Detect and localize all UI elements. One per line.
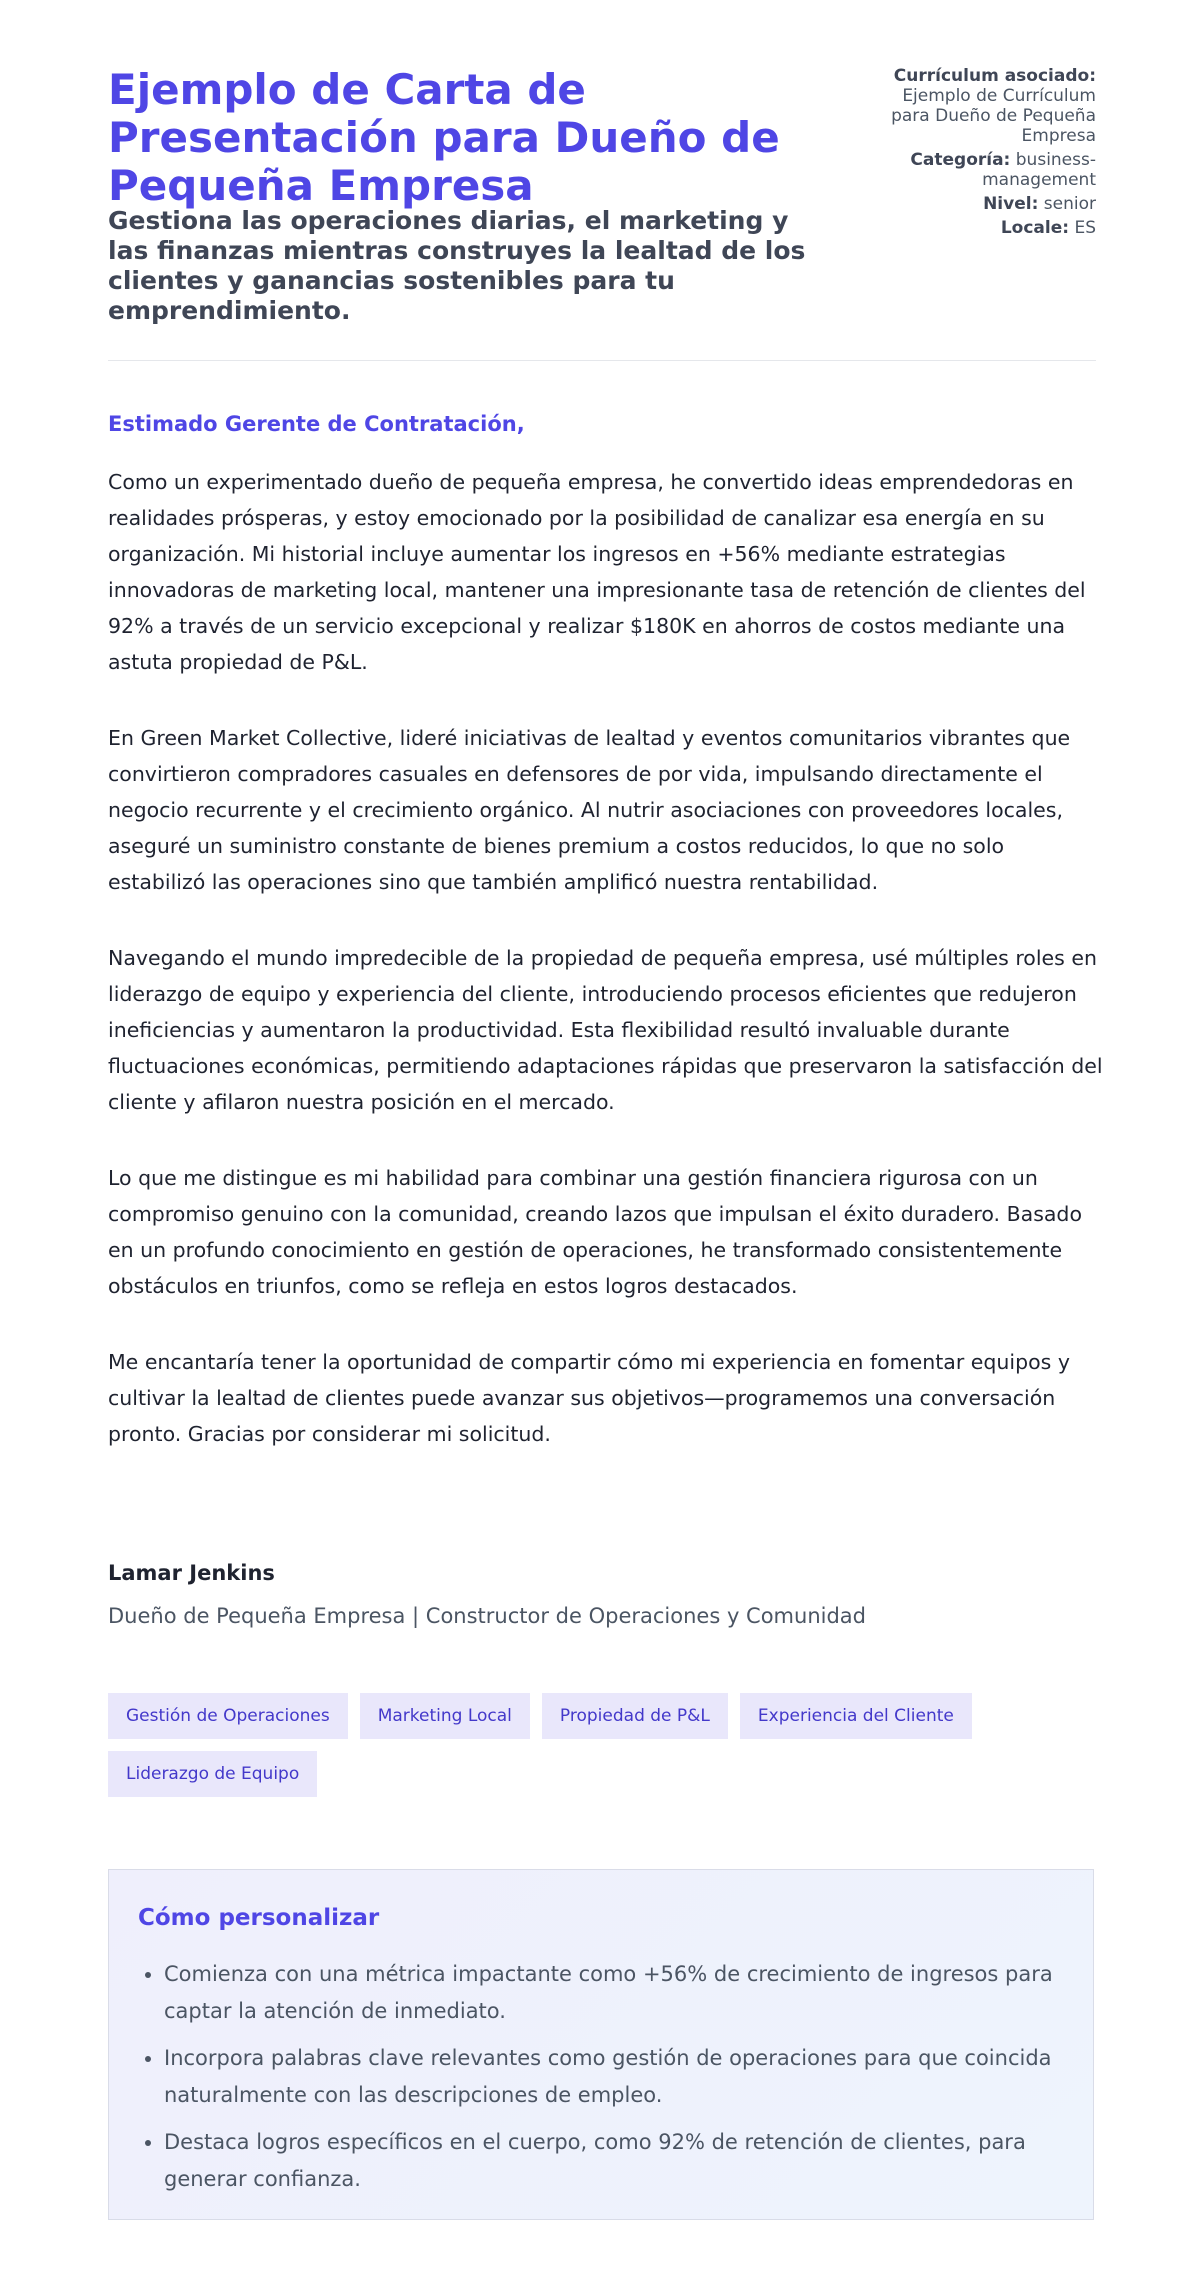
meta-locale-label: Locale: [1000,218,1070,238]
meta-category-label: Categoría: [910,150,1011,170]
meta-resume [876,66,1096,146]
customize-tip: • Comienza con una métrica impactante como +56% de crecimiento de ingresos para captar la atención de inmediato. [164,1956,1094,2030]
skill-tag: Gestión de Operaciones [108,1693,348,1739]
cover-letter-page [108,0,1103,2191]
customize-tips-list [138,1956,1094,2208]
letter-salutation: Estimado Gerente de Contratación, [108,412,525,436]
metadata-panel [876,66,1096,242]
meta-category-value: business-management [982,150,1096,190]
meta-level-value: senior [1043,194,1096,214]
page-subtitle: Gestiona las operaciones diarias, el marketing y las finanzas mientras construyes la lealtad de los clientes y ganancias sostenibles para tu emprendimiento. [108,206,806,325]
customize-tip: • Incorpora palabras clave relevantes como gestión de operaciones para que coincida naturalmente con las descripciones de empleo. [164,2040,1094,2114]
page-title: Ejemplo de Carta de Presentación para Dueño de Pequeña Empresa [108,65,780,210]
letter-paragraph: Como un experimentado dueño de pequeña empresa, he convertido ideas emprendedoras en realidades prósperas, y estoy emocionado por la posibilidad de canalizar esa energía en su organización. Mi historial incluye aumentar los ingresos en +56% mediante estrategias innovadoras de marketing local, mantener una impresionante tasa de retención de clientes del 92% a través de un servicio excepcional y realizar $180K en ahorros de costos mediante una astuta propiedad de P&L. [108,470,1086,674]
meta-category [876,150,1096,190]
meta-resume-label: Currículum asociado: [893,66,1096,86]
skill-tags [108,1693,1096,1797]
skill-tag: Propiedad de P&L [542,1693,728,1739]
letter-paragraph: Lo que me distingue es mi habilidad para combinar una gestión financiera rigurosa con un compromiso genuino con la comunidad, creando lazos que impulsan el éxito duradero. Basado en un profundo conocimiento en gestión de operaciones, he transformado consistentemente obstáculos en triunfos, como se refleja en estos logros destacados. [108,1166,1082,1298]
meta-level-label: Nivel: [983,194,1039,214]
customize-heading: Cómo personalizar [138,1905,380,1931]
meta-level [876,194,1096,214]
meta-locale-value: ES [1074,218,1096,238]
meta-resume-value: Ejemplo de Currículum para Dueño de Pequeña Empresa [891,86,1096,146]
customize-tips-box [108,1869,1094,2220]
skill-tag: Liderazgo de Equipo [108,1751,317,1797]
skill-tag: Marketing Local [360,1693,530,1739]
letter-paragraph: En Green Market Collective, lideré iniciativas de lealtad y eventos comunitarios vibrantes que convirtieron compradores casuales en defensores de por vida, impulsando directamente el negocio recurrente y el crecimiento orgánico. Al nutrir asociaciones con proveedores locales, aseguré un suministro constante de bienes premium a costos reducidos, lo que no solo estabilizó las operaciones sino que también amplificó nuestra rentabilidad. [108,726,1071,894]
signature-name: Lamar Jenkins [108,1561,275,1585]
customize-tip: • Destaca logros específicos en el cuerpo, como 92% de retención de clientes, para generar confianza. [164,2124,1094,2198]
page-header [108,0,1096,361]
skill-tag: Experiencia del Cliente [740,1693,972,1739]
signature-title: Dueño de Pequeña Empresa | Constructor de Operaciones y Comunidad [108,1604,866,1628]
letter-body [108,464,1104,1492]
meta-locale [876,218,1096,238]
letter-paragraph: Navegando el mundo impredecible de la propiedad de pequeña empresa, usé múltiples roles en liderazgo de equipo y experiencia del cliente, introduciendo procesos eficientes que redujeron ineficiencias y aumentaron la productividad. Esta flexibilidad resultó invaluable durante fluctuaciones económicas, permitiendo adaptaciones rápidas que preservaron la satisfacción del cliente y afilaron nuestra posición en el mercado. [108,946,1103,1114]
letter-paragraph: Me encantaría tener la oportunidad de compartir cómo mi experiencia en fomentar equipos y cultivar la lealtad de clientes puede avanzar sus objetivos—programemos una conversación pronto. Gracias por considerar mi solicitud. [108,1350,1070,1446]
